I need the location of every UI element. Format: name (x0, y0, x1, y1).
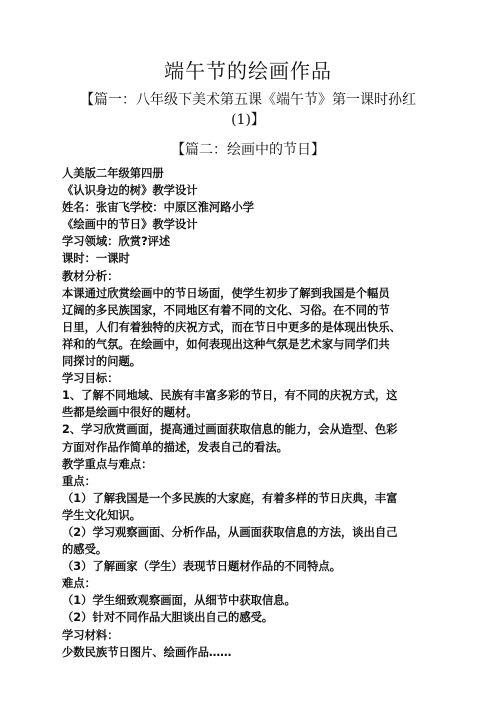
body-line: 祥和的气氛。在绘画中，如何表现出这种气氛是艺术家与同学们共 (62, 337, 390, 351)
body-line: 姓名：张宙飞学校：中原区淮河路小学 (62, 201, 255, 215)
body-line: 日里，人们有着独特的庆祝方式，而在节日中更多的是体现出快乐、 (62, 320, 401, 334)
document-subtitle (62, 90, 434, 130)
body-line: 教材分析： (62, 269, 119, 283)
body-line: 《绘画中的节日》教学设计 (62, 218, 198, 232)
body-line: 1、了解不同地域、民族有丰富多彩的节日，有不同的庆祝方式，这 (62, 389, 398, 403)
body-line: 学习领域：欣赏?评述 (62, 235, 171, 249)
body-line: 的感受。 (62, 543, 108, 557)
subtitle-line: (1)】 (231, 112, 265, 128)
subtitle-line: 【篇一：八年级下美术第五课《端午节》第一课时孙红 (80, 92, 416, 108)
body-line: （2）学习观察画面、分析作品，从画面获取信息的方法，谈出自己 (62, 525, 398, 539)
body-line: （1）了解我国是一个多民族的大家庭，有着多样的节日庆典，丰富 (62, 491, 398, 505)
body-line: （1）学生细致观察画面，从细节中获取信息。 (62, 594, 296, 608)
body-line: 人美版二年级第四册 (62, 167, 164, 180)
body-line: 少数民族节日图片、绘画作品…… (62, 645, 232, 659)
body-line: 《认识身边的树》教学设计 (62, 184, 198, 198)
document-title: 端午节的绘画作品 (164, 59, 332, 83)
body-line: 辽阔的多民族国家，不同地区有着不同的文化、习俗。在不同的节 (62, 303, 390, 317)
document-body (62, 165, 454, 661)
body-line: 同探讨的问题。 (62, 355, 142, 369)
body-line: 些都是绘画中很好的题材。 (62, 406, 198, 420)
body-line: 学生文化知识。 (62, 508, 142, 522)
body-line: 学习材料： (62, 628, 119, 642)
body-line: 方面对作品作简单的描述，发表自己的看法。 (62, 440, 288, 454)
body-line: （3）了解画家（学生）表现节日题材作品的不同特点。 (62, 560, 341, 574)
body-line: （2）针对不同作品大胆谈出自己的感受。 (62, 611, 274, 625)
body-line: 课时：一课时 (62, 252, 130, 266)
body-line: 学习目标： (62, 372, 119, 386)
body-line: 重点： (62, 474, 96, 488)
body-line: 教学重点与难点： (62, 457, 153, 471)
body-line: 难点： (62, 577, 96, 591)
section-heading: 【篇二：绘画中的节日】 (171, 142, 325, 158)
body-line: 2、学习欣赏画面，提高通过画面获取信息的能力，会从造型、色彩 (62, 423, 398, 437)
body-line: 本课通过欣赏绘画中的节日场面，使学生初步了解到我国是个幅员 (62, 286, 390, 300)
